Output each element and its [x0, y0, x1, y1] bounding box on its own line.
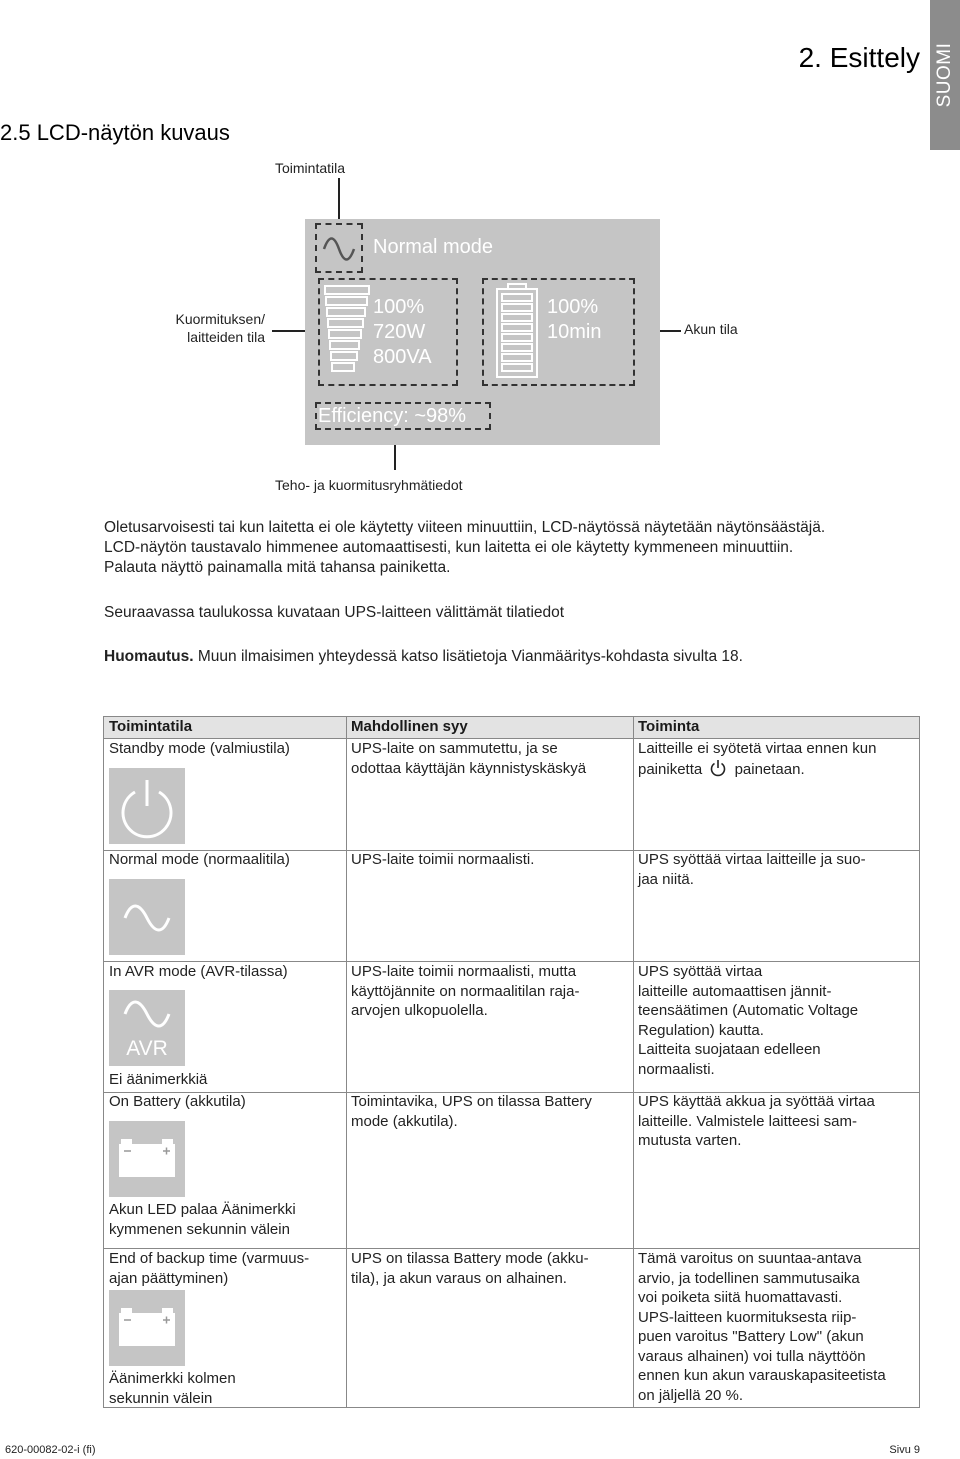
table-row-normal-mode	[109, 850, 290, 870]
cell-text: jaa niitä.	[638, 870, 694, 888]
lcd-display	[305, 219, 660, 445]
cell-text: puen varoitus "Battery Low" (akun	[638, 1328, 864, 1345]
battery-pack-icon	[109, 1290, 185, 1366]
label-load-line-2: laitteiden tila	[187, 329, 265, 345]
power-icon	[109, 768, 185, 844]
sine-wave-icon	[109, 879, 185, 955]
mode-icon-frame	[315, 223, 363, 273]
cell-text: UPS-laite on sammutettu, ja se	[351, 740, 558, 757]
paragraph-line: LCD-näytön taustavalo himmenee automaattisesti, kun laitetta ei ole käytetty kymmeneen minuuttiin.	[104, 539, 794, 556]
lcd-efficiency-text: Efficiency: ~98%	[318, 405, 467, 427]
cell-text: normaalisti.	[638, 1060, 715, 1078]
cell-text: käyttöjännite on normaalitilan raja-	[351, 982, 580, 1000]
normal-icon-box	[109, 879, 185, 955]
cell-text: ennen kun akun varauskapasiteetista	[638, 1367, 886, 1384]
cell-text: Äänimerkki kolmen	[109, 1370, 236, 1387]
note	[104, 647, 924, 667]
cell-text: voi poiketa siitä huomattavasti.	[638, 1289, 843, 1306]
battery-mode-icon-box	[109, 1121, 185, 1197]
cell-text: sekunnin välein	[109, 1389, 213, 1407]
cell-text: varaus alhainen) voi tulla näyttöön	[638, 1347, 866, 1365]
screensaver-description	[104, 518, 924, 578]
cell-text: Normal mode (normaalitila)	[109, 851, 290, 868]
cell-text-part: painiketta	[638, 760, 703, 778]
table-header	[104, 717, 919, 739]
end-backup-icon-box	[109, 1290, 185, 1366]
avr-icon-box	[109, 990, 185, 1066]
cell-text: ajan päättyminen)	[109, 1269, 229, 1287]
table-row-normal-cause	[351, 850, 534, 870]
table-row-battery-mode	[109, 1092, 246, 1112]
cell-text: UPS on tilassa Battery mode (akku-	[351, 1250, 589, 1267]
cell-text: laitteille automaattisen jännit-	[638, 982, 832, 1000]
lcd-battery-percent: 100%	[547, 296, 599, 318]
lcd-load-watts: 720W	[373, 321, 426, 343]
pointer-line-mode	[338, 178, 340, 220]
cell-text: mutusta varten.	[638, 1132, 742, 1149]
battery-icon	[494, 282, 542, 382]
label-load-status	[140, 310, 265, 346]
header-cause: Mahdollinen syy	[351, 718, 468, 735]
table-row-battery-action	[638, 1092, 875, 1151]
cell-text: arvojen ulkopuolella.	[351, 1002, 488, 1019]
cell-text: tila), ja akun varaus on alhainen.	[351, 1269, 567, 1287]
header-mode: Toimintatila	[109, 718, 193, 735]
paragraph-line: Oletusarvoisesti tai kun laitetta ei ole käytetty viiteen minuuttiin, LCD-näytössä näytetään näytönsäästäjä.	[104, 519, 826, 536]
cell-text	[638, 759, 876, 780]
cell-text: kymmenen sekunnin välein	[109, 1220, 290, 1238]
cell-text: Toimintavika, UPS on tilassa Battery	[351, 1093, 592, 1110]
cell-text: Laitteille ei syötetä virtaa ennen kun	[638, 740, 877, 757]
table-intro: Seuraavassa taulukossa kuvataan UPS-laitteen välittämät tilatiedot	[104, 604, 565, 621]
cell-text: On Battery (akkutila)	[109, 1093, 246, 1110]
cell-text: on jäljellä 20 %.	[638, 1386, 744, 1404]
standby-icon-box	[109, 768, 185, 844]
cell-text: Tämä varoitus on suuntaa-antava	[638, 1250, 862, 1267]
sine-wave-icon	[317, 225, 361, 271]
table-row-end-backup-note	[109, 1369, 236, 1408]
power-icon	[709, 759, 727, 777]
label-load-line-1: Kuormituksen/	[175, 311, 265, 327]
cell-text: Ei äänimerkkiä	[109, 1071, 208, 1088]
table-row-avr-note	[109, 1070, 207, 1090]
table-row-end-backup-action	[638, 1249, 886, 1405]
label-efficiency-info: Teho- ja kuormitusryhmätiedot	[275, 477, 463, 493]
avr-icon-label: AVR	[126, 1037, 168, 1060]
chapter-title: 2. Esittely	[798, 42, 920, 73]
paragraph-line: Palauta näyttö painamalla mitä tahansa painiketta.	[104, 559, 451, 576]
cell-text: UPS käyttää akkua ja syöttää virtaa	[638, 1093, 875, 1110]
table-row-standby-action	[638, 739, 876, 779]
note-label: Huomautus.	[104, 648, 194, 665]
lcd-load-percent: 100%	[373, 296, 425, 318]
language-tab	[930, 0, 960, 150]
cell-text: Standby mode (valmiustila)	[109, 740, 290, 757]
table-row-standby-mode	[109, 739, 290, 759]
label-battery-status: Akun tila	[684, 321, 738, 337]
label-operating-mode: Toimintatila	[275, 160, 346, 176]
language-tab-label: SUOMI	[934, 42, 955, 108]
page-number: Sivu 9	[889, 1444, 920, 1456]
section-title: 2.5 LCD-näytön kuvaus	[0, 120, 230, 145]
cell-text: In AVR mode (AVR-tilassa)	[109, 963, 288, 980]
column-divider	[633, 717, 634, 1407]
cell-text: End of backup time (varmuus-	[109, 1250, 310, 1267]
lcd-load-va: 800VA	[373, 346, 432, 368]
table-row-avr-cause	[351, 962, 579, 1021]
table-row-end-backup-mode	[109, 1249, 309, 1288]
cell-text: UPS-laite toimii normaalisti, mutta	[351, 963, 577, 980]
status-table	[103, 716, 920, 1408]
table-row-standby-cause	[351, 739, 586, 778]
cell-text: UPS syöttää virtaa laitteille ja suo-	[638, 851, 866, 868]
cell-text: laitteille. Valmistele laitteesi sam-	[638, 1112, 857, 1130]
table-row-battery-note	[109, 1200, 296, 1239]
lcd-battery-runtime: 10min	[547, 321, 602, 343]
table-row-battery-cause	[351, 1092, 592, 1131]
lcd-mode-text: Normal mode	[373, 236, 494, 258]
header-action: Toiminta	[638, 718, 700, 735]
cell-text: mode (akkutila).	[351, 1112, 458, 1130]
table-row-avr-mode	[109, 962, 288, 982]
cell-text: UPS-laite toimii normaalisti.	[351, 851, 535, 868]
table-row-end-backup-cause	[351, 1249, 589, 1288]
table-row-avr-action	[638, 962, 858, 1079]
cell-text: odottaa käyttäjän käynnistyskäskyä	[351, 759, 587, 777]
cell-text: arvio, ja todellinen sammutusaika	[638, 1269, 860, 1287]
column-divider	[346, 717, 347, 1407]
cell-text: Laitteita suojataan edelleen	[638, 1041, 821, 1058]
cell-text: Akun LED palaa Äänimerkki	[109, 1201, 296, 1218]
cell-text: UPS syöttää virtaa	[638, 963, 763, 980]
document-id: 620-00082-02-i (fi)	[5, 1444, 96, 1456]
cell-text: UPS-laitteen kuormituksesta riip-	[638, 1308, 857, 1326]
cell-text-part: painetaan.	[734, 760, 805, 778]
load-bars-icon	[324, 284, 374, 380]
cell-text: teensäätimen (Automatic Voltage	[638, 1002, 859, 1019]
battery-pack-icon	[109, 1121, 185, 1197]
note-text: Muun ilmaisimen yhteydessä katso lisätietoja Vianmääritys-kohdasta sivulta 18.	[193, 648, 743, 665]
cell-text: Regulation) kautta.	[638, 1021, 764, 1039]
table-row-normal-action	[638, 850, 866, 889]
